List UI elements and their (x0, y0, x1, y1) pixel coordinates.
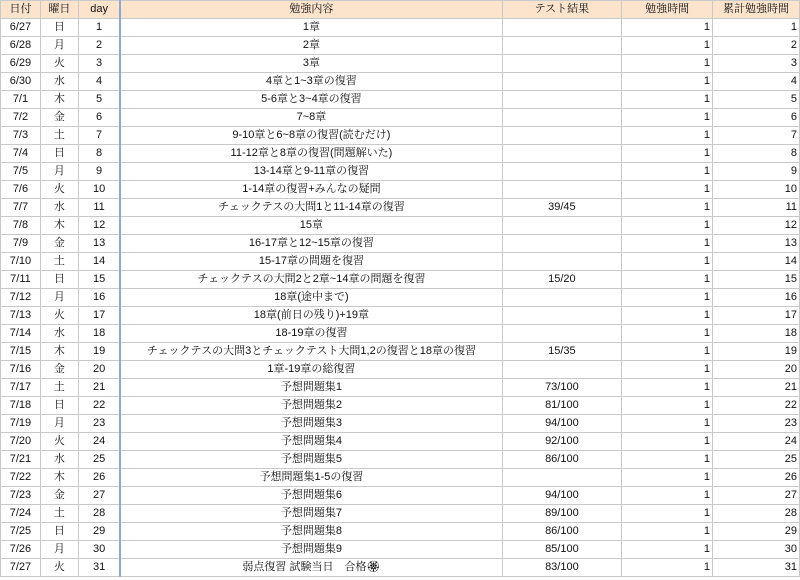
cell-study-hours[interactable]: 1 (622, 397, 713, 415)
cell-date[interactable]: 7/18 (1, 397, 41, 415)
cell-weekday[interactable]: 日 (40, 523, 78, 541)
cell-study-hours[interactable]: 1 (622, 181, 713, 199)
cell-cumulative-hours[interactable]: 13 (713, 235, 800, 253)
cell-date[interactable]: 7/7 (1, 199, 41, 217)
cell-cumulative-hours[interactable]: 2 (713, 37, 800, 55)
cell-weekday[interactable]: 水 (40, 199, 78, 217)
cell-study-hours[interactable]: 1 (622, 559, 713, 577)
cell-content[interactable]: 1-14章の復習+みんなの疑問 (120, 181, 502, 199)
cell-weekday[interactable]: 木 (40, 343, 78, 361)
cell-day[interactable]: 8 (78, 145, 120, 163)
cell-study-hours[interactable]: 1 (622, 163, 713, 181)
cell-study-hours[interactable]: 1 (622, 109, 713, 127)
header-date[interactable]: 日付 (1, 1, 41, 19)
table-row (1, 325, 800, 343)
cell-weekday[interactable]: 土 (40, 127, 78, 145)
cell-cumulative-hours[interactable]: 7 (713, 127, 800, 145)
table-row (1, 415, 800, 433)
cell-date[interactable]: 7/23 (1, 487, 41, 505)
cell-cumulative-hours[interactable]: 8 (713, 145, 800, 163)
cell-content[interactable]: 13-14章と9-11章の復習 (120, 163, 502, 181)
cell-study-hours[interactable]: 1 (622, 325, 713, 343)
cell-content[interactable]: 16-17章と12~15章の復習 (120, 235, 502, 253)
cell-weekday[interactable]: 月 (40, 289, 78, 307)
cell-study-hours[interactable]: 1 (622, 415, 713, 433)
cell-cumulative-hours[interactable]: 19 (713, 343, 800, 361)
cell-date[interactable]: 6/28 (1, 37, 41, 55)
cell-test-result[interactable]: 85/100 (502, 541, 622, 559)
cell-cumulative-hours[interactable]: 15 (713, 271, 800, 289)
cell-weekday[interactable]: 火 (40, 307, 78, 325)
cell-study-hours[interactable]: 1 (622, 271, 713, 289)
cell-cumulative-hours[interactable]: 26 (713, 469, 800, 487)
cell-day[interactable]: 31 (78, 559, 120, 577)
cell-day[interactable]: 16 (78, 289, 120, 307)
table-row (1, 559, 800, 577)
cell-study-hours[interactable]: 1 (622, 487, 713, 505)
cell-date[interactable]: 7/25 (1, 523, 41, 541)
cell-weekday[interactable]: 土 (40, 379, 78, 397)
cell-day[interactable]: 7 (78, 127, 120, 145)
cell-test-result[interactable] (502, 109, 622, 127)
cell-cumulative-hours[interactable]: 23 (713, 415, 800, 433)
cell-cumulative-hours[interactable]: 4 (713, 73, 800, 91)
table-row (1, 145, 800, 163)
cell-day[interactable]: 6 (78, 109, 120, 127)
cell-test-result[interactable]: 89/100 (502, 505, 622, 523)
cell-weekday[interactable]: 木 (40, 91, 78, 109)
cell-content[interactable]: チェックテスの大問2と2章~14章の問題を復習 (120, 271, 502, 289)
cell-content[interactable]: 予想問題集9 (120, 541, 502, 559)
cell-date[interactable]: 7/24 (1, 505, 41, 523)
table-row (1, 343, 800, 361)
cell-content[interactable]: 弱点復習 試験当日 合格🏵 (120, 559, 502, 577)
header-row (1, 1, 800, 19)
cell-content[interactable]: 18-19章の復習 (120, 325, 502, 343)
cell-test-result[interactable] (502, 55, 622, 73)
cell-content[interactable]: チェックテスの大問3とチェックテスト大問1,2の復習と18章の復習 (120, 343, 502, 361)
cell-date[interactable]: 7/10 (1, 253, 41, 271)
table-row (1, 361, 800, 379)
table-row (1, 505, 800, 523)
cell-content[interactable]: 予想問題集7 (120, 505, 502, 523)
cell-weekday[interactable]: 水 (40, 325, 78, 343)
cell-content[interactable]: 15-17章の問題を復習 (120, 253, 502, 271)
cell-content[interactable]: 18章(前日の残り)+19章 (120, 307, 502, 325)
cell-weekday[interactable]: 火 (40, 55, 78, 73)
cell-date[interactable]: 7/21 (1, 451, 41, 469)
cell-weekday[interactable]: 水 (40, 73, 78, 91)
cell-test-result[interactable] (502, 235, 622, 253)
cell-cumulative-hours[interactable]: 22 (713, 397, 800, 415)
cell-date[interactable]: 7/27 (1, 559, 41, 577)
cell-cumulative-hours[interactable]: 18 (713, 325, 800, 343)
cell-cumulative-hours[interactable]: 6 (713, 109, 800, 127)
cell-content[interactable]: 予想問題集4 (120, 433, 502, 451)
header-study-hours[interactable]: 勉強時間 (622, 1, 713, 19)
cell-weekday[interactable]: 金 (40, 361, 78, 379)
cell-weekday[interactable]: 月 (40, 541, 78, 559)
cell-content[interactable]: 予想問題集2 (120, 397, 502, 415)
cell-study-hours[interactable]: 1 (622, 433, 713, 451)
cell-date[interactable]: 7/3 (1, 127, 41, 145)
cell-content[interactable]: チェックテスの大問1と11-14章の復習 (120, 199, 502, 217)
cell-weekday[interactable]: 日 (40, 397, 78, 415)
cell-study-hours[interactable]: 1 (622, 199, 713, 217)
cell-cumulative-hours[interactable]: 9 (713, 163, 800, 181)
cell-content[interactable]: 2章 (120, 37, 502, 55)
table-row (1, 235, 800, 253)
cell-cumulative-hours[interactable]: 14 (713, 253, 800, 271)
cell-study-hours[interactable]: 1 (622, 307, 713, 325)
cell-weekday[interactable]: 金 (40, 235, 78, 253)
cell-cumulative-hours[interactable]: 16 (713, 289, 800, 307)
table-row (1, 289, 800, 307)
cell-cumulative-hours[interactable]: 21 (713, 379, 800, 397)
header-content[interactable]: 勉強内容 (120, 1, 502, 19)
cell-test-result[interactable] (502, 469, 622, 487)
cell-day[interactable]: 11 (78, 199, 120, 217)
cell-date[interactable]: 6/30 (1, 73, 41, 91)
table-row (1, 271, 800, 289)
cell-day[interactable]: 18 (78, 325, 120, 343)
cell-weekday[interactable]: 月 (40, 415, 78, 433)
cell-content[interactable]: 予想問題集1-5の復習 (120, 469, 502, 487)
table-row (1, 181, 800, 199)
cell-date[interactable]: 7/14 (1, 325, 41, 343)
cell-test-result[interactable] (502, 145, 622, 163)
cell-cumulative-hours[interactable]: 17 (713, 307, 800, 325)
cell-date[interactable]: 7/15 (1, 343, 41, 361)
table-row (1, 523, 800, 541)
cell-day[interactable]: 23 (78, 415, 120, 433)
cell-content[interactable]: 予想問題集3 (120, 415, 502, 433)
cell-day[interactable]: 14 (78, 253, 120, 271)
cell-date[interactable]: 7/9 (1, 235, 41, 253)
cell-day[interactable]: 29 (78, 523, 120, 541)
cell-day[interactable]: 12 (78, 217, 120, 235)
cell-weekday[interactable]: 火 (40, 559, 78, 577)
cell-day[interactable]: 28 (78, 505, 120, 523)
cell-cumulative-hours[interactable]: 29 (713, 523, 800, 541)
cell-study-hours[interactable]: 1 (622, 235, 713, 253)
table-row (1, 451, 800, 469)
cell-date[interactable]: 7/1 (1, 91, 41, 109)
cell-weekday[interactable]: 火 (40, 181, 78, 199)
cell-study-hours[interactable]: 1 (622, 505, 713, 523)
cell-cumulative-hours[interactable]: 3 (713, 55, 800, 73)
cell-study-hours[interactable]: 1 (622, 451, 713, 469)
header-test-result[interactable]: テスト結果 (502, 1, 622, 19)
cell-day[interactable]: 17 (78, 307, 120, 325)
cell-date[interactable]: 7/2 (1, 109, 41, 127)
cell-date[interactable]: 6/27 (1, 19, 41, 37)
table-row (1, 469, 800, 487)
cell-test-result[interactable]: 73/100 (502, 379, 622, 397)
cell-cumulative-hours[interactable]: 28 (713, 505, 800, 523)
cell-content[interactable]: 予想問題集5 (120, 451, 502, 469)
table-row (1, 433, 800, 451)
cell-test-result[interactable]: 81/100 (502, 397, 622, 415)
cell-cumulative-hours[interactable]: 25 (713, 451, 800, 469)
cell-day[interactable]: 27 (78, 487, 120, 505)
cell-day[interactable]: 4 (78, 73, 120, 91)
cell-weekday[interactable]: 火 (40, 433, 78, 451)
cell-weekday[interactable]: 土 (40, 253, 78, 271)
table-row (1, 127, 800, 145)
cell-test-result[interactable]: 86/100 (502, 451, 622, 469)
cell-cumulative-hours[interactable]: 27 (713, 487, 800, 505)
cell-study-hours[interactable]: 1 (622, 523, 713, 541)
cell-date[interactable]: 7/12 (1, 289, 41, 307)
cell-date[interactable]: 7/11 (1, 271, 41, 289)
cell-study-hours[interactable]: 1 (622, 253, 713, 271)
cell-study-hours[interactable]: 1 (622, 91, 713, 109)
cell-date[interactable]: 6/29 (1, 55, 41, 73)
cell-day[interactable]: 2 (78, 37, 120, 55)
cell-test-result[interactable] (502, 181, 622, 199)
cell-study-hours[interactable]: 1 (622, 289, 713, 307)
cell-weekday[interactable]: 金 (40, 109, 78, 127)
cell-content[interactable]: 1章 (120, 19, 502, 37)
cell-date[interactable]: 7/13 (1, 307, 41, 325)
cell-weekday[interactable]: 木 (40, 217, 78, 235)
header-day[interactable]: day (78, 1, 120, 19)
cell-test-result[interactable] (502, 289, 622, 307)
cell-cumulative-hours[interactable]: 20 (713, 361, 800, 379)
table-row (1, 397, 800, 415)
cell-content[interactable]: 7~8章 (120, 109, 502, 127)
cell-study-hours[interactable]: 1 (622, 361, 713, 379)
cell-study-hours[interactable]: 1 (622, 469, 713, 487)
cell-test-result[interactable]: 39/45 (502, 199, 622, 217)
cell-weekday[interactable]: 土 (40, 505, 78, 523)
cell-content[interactable]: 18章(途中まで) (120, 289, 502, 307)
cell-test-result[interactable] (502, 307, 622, 325)
cell-cumulative-hours[interactable]: 11 (713, 199, 800, 217)
cell-date[interactable]: 7/8 (1, 217, 41, 235)
header-weekday[interactable]: 曜日 (40, 1, 78, 19)
cell-weekday[interactable]: 水 (40, 451, 78, 469)
cell-date[interactable]: 7/26 (1, 541, 41, 559)
cell-day[interactable]: 30 (78, 541, 120, 559)
cell-content[interactable]: 4章と1~3章の復習 (120, 73, 502, 91)
cell-date[interactable]: 7/20 (1, 433, 41, 451)
cell-weekday[interactable]: 木 (40, 469, 78, 487)
cell-study-hours[interactable]: 1 (622, 541, 713, 559)
cell-weekday[interactable]: 月 (40, 37, 78, 55)
cell-study-hours[interactable]: 1 (622, 145, 713, 163)
cell-content[interactable]: 1章-19章の総復習 (120, 361, 502, 379)
cell-test-result[interactable]: 92/100 (502, 433, 622, 451)
table-row (1, 487, 800, 505)
cell-day[interactable]: 10 (78, 181, 120, 199)
cell-content[interactable]: 9-10章と6~8章の復習(読むだけ) (120, 127, 502, 145)
table-row (1, 199, 800, 217)
table-row (1, 253, 800, 271)
cell-day[interactable]: 20 (78, 361, 120, 379)
table-row (1, 217, 800, 235)
table-row (1, 37, 800, 55)
cell-test-result[interactable] (502, 217, 622, 235)
cell-study-hours[interactable]: 1 (622, 55, 713, 73)
cell-date[interactable]: 7/6 (1, 181, 41, 199)
cell-test-result[interactable] (502, 361, 622, 379)
cell-weekday[interactable]: 月 (40, 163, 78, 181)
cell-day[interactable]: 9 (78, 163, 120, 181)
table-row (1, 19, 800, 37)
cell-content[interactable]: 15章 (120, 217, 502, 235)
cell-cumulative-hours[interactable]: 31 (713, 559, 800, 577)
cell-test-result[interactable] (502, 19, 622, 37)
table-row (1, 379, 800, 397)
cell-day[interactable]: 13 (78, 235, 120, 253)
cell-content[interactable]: 11-12章と8章の復習(問題解いた) (120, 145, 502, 163)
cell-cumulative-hours[interactable]: 30 (713, 541, 800, 559)
cell-test-result[interactable] (502, 73, 622, 91)
cell-day[interactable]: 5 (78, 91, 120, 109)
cell-cumulative-hours[interactable]: 12 (713, 217, 800, 235)
cell-study-hours[interactable]: 1 (622, 217, 713, 235)
cell-study-hours[interactable]: 1 (622, 127, 713, 145)
cell-day[interactable]: 25 (78, 451, 120, 469)
cell-test-result[interactable] (502, 163, 622, 181)
cell-content[interactable]: 予想問題集8 (120, 523, 502, 541)
cell-weekday[interactable]: 日 (40, 145, 78, 163)
table-row (1, 109, 800, 127)
cell-cumulative-hours[interactable]: 5 (713, 91, 800, 109)
cell-day[interactable]: 15 (78, 271, 120, 289)
cell-study-hours[interactable]: 1 (622, 343, 713, 361)
cell-study-hours[interactable]: 1 (622, 73, 713, 91)
table-row (1, 91, 800, 109)
cell-content[interactable]: 予想問題集1 (120, 379, 502, 397)
cell-test-result[interactable]: 94/100 (502, 487, 622, 505)
cell-date[interactable]: 7/19 (1, 415, 41, 433)
cell-day[interactable]: 26 (78, 469, 120, 487)
cell-day[interactable]: 24 (78, 433, 120, 451)
cell-day[interactable]: 19 (78, 343, 120, 361)
cell-date[interactable]: 7/16 (1, 361, 41, 379)
cell-day[interactable]: 21 (78, 379, 120, 397)
cell-test-result[interactable]: 15/35 (502, 343, 622, 361)
cell-weekday[interactable]: 金 (40, 487, 78, 505)
cell-content[interactable]: 予想問題集6 (120, 487, 502, 505)
cell-test-result[interactable]: 83/100 (502, 559, 622, 577)
table-row (1, 55, 800, 73)
cell-test-result[interactable] (502, 127, 622, 145)
cell-test-result[interactable]: 15/20 (502, 271, 622, 289)
cell-test-result[interactable] (502, 325, 622, 343)
cell-date[interactable]: 7/5 (1, 163, 41, 181)
cell-date[interactable]: 7/17 (1, 379, 41, 397)
table-row (1, 307, 800, 325)
table-row (1, 163, 800, 181)
cell-study-hours[interactable]: 1 (622, 379, 713, 397)
cell-cumulative-hours[interactable]: 1 (713, 19, 800, 37)
cell-test-result[interactable]: 86/100 (502, 523, 622, 541)
header-cumulative-hours[interactable]: 累計勉強時間 (713, 1, 800, 19)
cell-weekday[interactable]: 日 (40, 19, 78, 37)
cell-cumulative-hours[interactable]: 10 (713, 181, 800, 199)
cell-day[interactable]: 1 (78, 19, 120, 37)
cell-date[interactable]: 7/4 (1, 145, 41, 163)
cell-study-hours[interactable]: 1 (622, 19, 713, 37)
cell-weekday[interactable]: 日 (40, 271, 78, 289)
cell-test-result[interactable] (502, 253, 622, 271)
cell-cumulative-hours[interactable]: 24 (713, 433, 800, 451)
table-row (1, 73, 800, 91)
cell-day[interactable]: 22 (78, 397, 120, 415)
table-row (1, 541, 800, 559)
cell-date[interactable]: 7/22 (1, 469, 41, 487)
cell-content[interactable]: 5-6章と3~4章の復習 (120, 91, 502, 109)
cell-study-hours[interactable]: 1 (622, 37, 713, 55)
cell-test-result[interactable] (502, 91, 622, 109)
cell-content[interactable]: 3章 (120, 55, 502, 73)
cell-test-result[interactable]: 94/100 (502, 415, 622, 433)
cell-day[interactable]: 3 (78, 55, 120, 73)
cell-test-result[interactable] (502, 37, 622, 55)
